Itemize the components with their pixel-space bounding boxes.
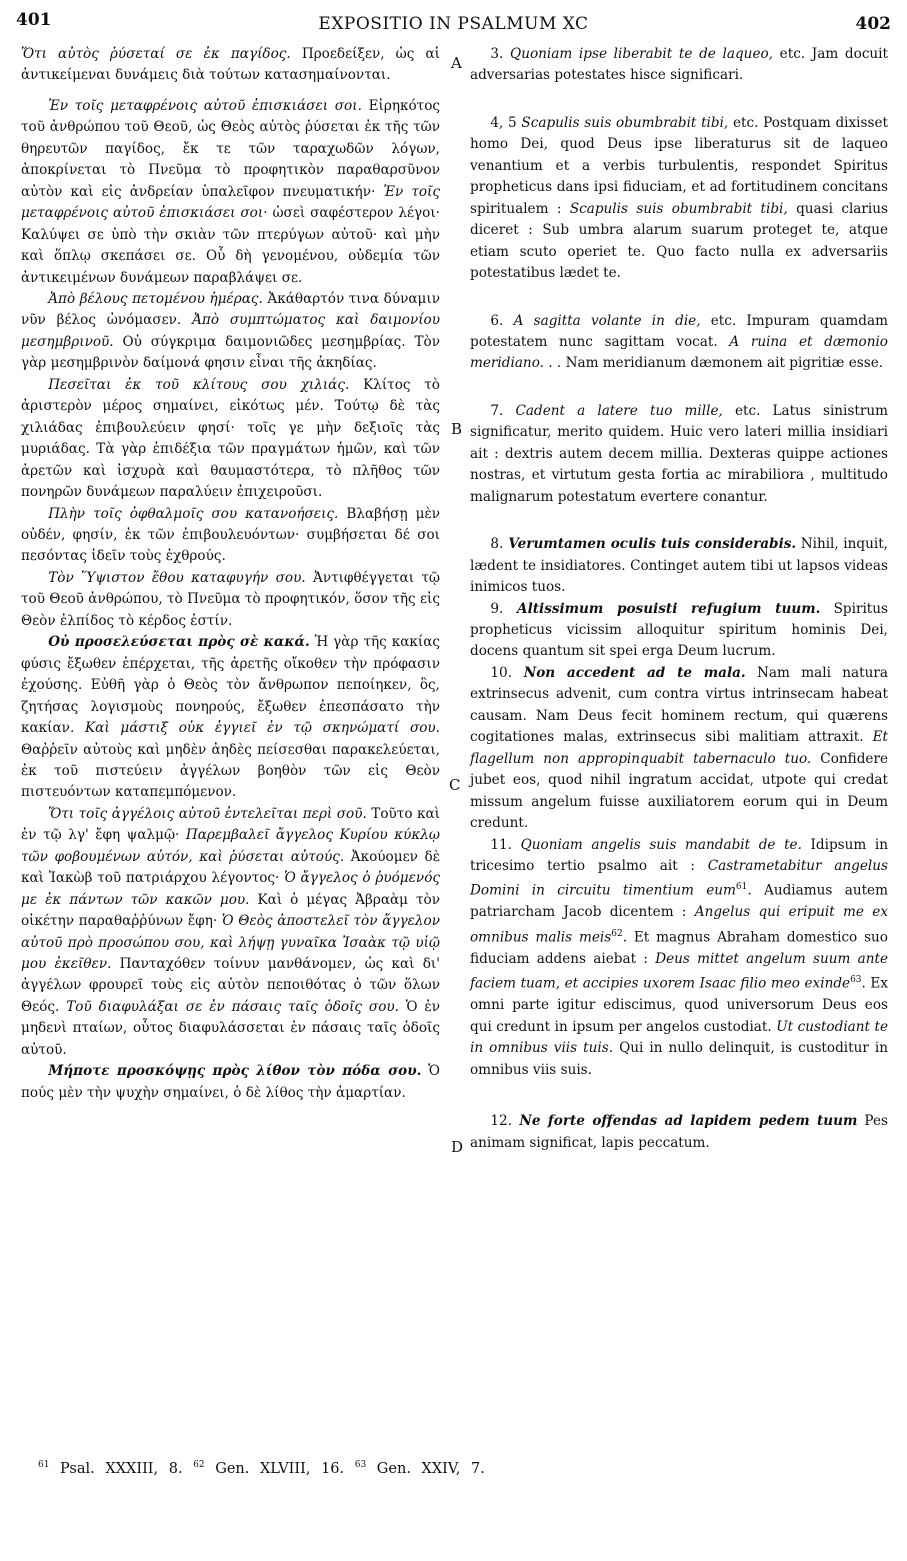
- footnote-ref: 61: [735, 882, 748, 893]
- greek-paragraph: Πλὴν τοῖς ὀφθαλμοῖς σου κατανοήσεις. Βλαβήσῃ μὲν οὐδέν, φησίν, ἐκ τῶν ἐπιβουλευόντων· συμβήσεται δέ σοι πεσόντας ἰδεῖν τοὺς ἐχθρούς.: [21, 505, 441, 565]
- greek-paragraph: Τὸν Ὕψιστον ἔθου καταφυγήν σου. Ἀντιφθέγγεται τῷ τοῦ Θεοῦ ἀνθρώπου, τὸ Πνεῦμα τὸ προφητικόν, ὅσον τῆς εἰς Θεὸν ἐλπίδος τὸ κέρδος ἐστίν.: [21, 569, 440, 629]
- latin-paragraph: 11. Quoniam angelis suis mandabit de te. Idipsum in tricesimo tertio psalmo ait : Castrametabitur angelus Domini in circuitu timentium eum$^{61}$. Audiamus autem patriarcham Jacob dicentem : Angelus qui eripuit me ex omnibus malis meis$^{62}$. Et magnus Abraham domestico suo fiduciam addens aiebat : Deus mittet angelum suum ante faciem tuam, et accipies uxorem Isaac filio meo exinde$^{63}$. Ex omni parte igitur ediscimus, quod universorum Deus eos qui credunt in ipsum per angelos custodiat. Ut custodiant te in omnibus viis tuis. Qui in nullo delinquit, is custoditur in omnibus viis suis.: [470, 836, 888, 1078]
- page-header: [16, 10, 891, 40]
- greek-paragraph: Πεσεῖται ἐκ τοῦ κλίτους σου χιλιάς. Κλίτος τὸ ἀριστερὸν μέρος σημαίνει, εἰκότως μέν. Τούτῳ δὲ τὰς χιλιάδας ἐπιβουλεύειν φησί· τοῖς γε μὴν δεξιοῖς τὰς μυριάδας. Τὰ γὰρ ἐπιδέξια τῶν πραγμάτων ἡμῶν, καὶ τῶν ἀρετῶν καὶ ἰσχυρὰ καὶ θαυμαστότερα, τὸ πλῆθος τῶν πονηρῶν δυνάμεων παραλύειν ἐπιχειροῦσι.: [21, 376, 440, 501]
- footnote-63: Gen. XXIV, 7.: [366, 1460, 485, 1477]
- greek-paragraph: Ἐν τοῖς μεταφρένοις αὐτοῦ ἐπισκιάσει σοι. Εἰρηκότος τοῦ ἀνθρώπου τοῦ Θεοῦ, ὡς Θεὸς αὐτὸς ῥύσεται ἐκ τῆς τῶν θηρευτῶν παγίδος, ἔκ τε τῶν ταραχωδῶν λόγων, ἀποκρίνεται τὸ Πνεῦμα τὸ προφητικὸν παραθαρσῦνον αὐτὸν καὶ εἰς ἀνδρείαν ὑπαλεῖφον πνευματικήν· Ἐν τοῖς μεταφρένοις αὐτοῦ ἐπισκιάσει σοι· ὡσεὶ σαφέστερον λέγοι· Καλύψει σε ὑπὸ τὴν σκιὰν τῶν πτερύγων αὐτοῦ· καὶ μὴν καὶ ὅπλῳ σκεπάσει σε. Οὗ δὴ γενομένου, οὐδεμία τῶν ἀντικειμένων δυνάμεων παραβλάψει σε.: [21, 97, 440, 286]
- page-number-left: 401: [16, 10, 52, 30]
- footnote-62: Gen. XLVIII, 16.: [204, 1460, 345, 1477]
- greek-column: [21, 44, 440, 1104]
- latin-paragraph: 7. Cadent a latere tuo mille, etc. Latus sinistrum significatur, merito quidem. Huic vero lateri millia insidiari ait : dextris autem decem millia. Dexteras quippe actiones nostras, et virtutum gesta fortia ac mirabiliora , multitudo malignarum potestatum evertere conantur.: [470, 402, 888, 505]
- margin-marker-c: C: [449, 776, 461, 794]
- greek-paragraph: Μήποτε προσκόψῃς πρὸς λίθον τὸν πόδα σου. Ὁ πούς μὲν τὴν ψυχὴν σημαίνει, ὁ δὲ λίθος τὴν ἁμαρτίαν.: [21, 1063, 440, 1101]
- greek-paragraph: Οὐ προσελεύσεται πρὸς σὲ κακά. Ἡ γὰρ τῆς κακίας φύσις ἔξωθεν ἐπέρχεται, τῆς ἀρετῆς οἴκοθεν τὴν πρόφασιν ἐχούσης. Εὐθῆ γὰρ ὁ Θεὸς τὸν ἄνθρωπον πεποίηκεν, ὃς, ζητήσας λογισμοὺς πονηρούς, ἔξωθεν ἐπεσπάσατο τὴν κακίαν. Καὶ μάστιξ οὐκ ἐγγιεῖ ἐν τῷ σκηνώματί σου. Θαῤῥεῖν αὐτοὺς καὶ μηδὲν ἀηδὲς πείσεσθαι παρακελεύεται, ἐκ τοῦ πιστεύειν ἀγγέλων βοηθὸν τῶν εἰς Θεὸν πιστευόντων καταπεμπόμενον.: [21, 634, 441, 801]
- footnote-61: Psal. XXXIII, 8.: [49, 1460, 183, 1477]
- latin-paragraph: 8. Verumtamen oculis tuis considerabis. Nihil, inquit, lædent te insidiatores. Continget autem tibi ut lapsos videas inimicos tuos.: [470, 536, 888, 596]
- greek-paragraph: Ὅτι τοῖς ἀγγέλοις αὐτοῦ ἐντελεῖται περὶ σοῦ. Τοῦτο καὶ ἐν τῷ λγ' ἔφη ψαλμῷ· Παρεμβαλεῖ ἄγγελος Κυρίου κύκλῳ τῶν φοβουμένων αὐτόν, καὶ ῥύσεται αὐτούς. Ἀκούομεν δὲ καὶ Ἰακὼβ τοῦ πατριάρχου λέγοντος· Ὁ ἄγγελος ὁ ῥυόμενός με ἐκ πάντων τῶν κακῶν μου. Καὶ ὁ μέγας Ἀβραὰμ τὸν οἰκέτην παραθαῤῥύνων ἔφη· Ὁ Θεὸς ἀποστελεῖ τὸν ἄγγελον αὐτοῦ πρὸ προσώπου σου, καὶ λήψῃ γυναῖκα Ἰσαὰκ τῷ υἱῷ μου ἐκεῖθεν. Πανταχόθεν τοίνυν μανθάνομεν, ὡς καὶ δι' ἀγγέλων φρουρεῖ τοὺς εἰς αὐτὸν πεποιθότας ὁ τῶν ὅλων Θεός. Τοῦ διαφυλάξαι σε ἐν πάσαις ταῖς ὁδοῖς σου. Ὁ ἐν μηδενὶ πταίων, οὗτος διαφυλάσσεται ἐν πάσαις ταῖς ὁδοῖς αὐτοῦ.: [21, 805, 441, 1058]
- latin-paragraph: 3. Quoniam ipse liberabit te de laqueo, etc. Jam docuit adversarias potestates hisce significari.: [470, 46, 888, 84]
- running-title: EXPOSITIO IN PSALMUM XC: [318, 14, 589, 34]
- latin-paragraph: 12. Ne forte offendas ad lapidem pedem tuum Pes animam significat, lapis peccatum.: [470, 1113, 888, 1151]
- margin-marker-d: D: [451, 1138, 464, 1156]
- footnote-ref: 62: [611, 928, 623, 939]
- margin-marker-b: B: [451, 420, 463, 438]
- latin-paragraph: 9. Altissimum posuisti refugium tuum. Spiritus propheticus vicissim alloquitur spiritum hominis Dei, docens quantum sit spei erga Deum lucrum.: [470, 600, 888, 660]
- greek-paragraph: Ἀπὸ βέλους πετομένου ἡμέρας. Ἀκάθαρτόν τινα δύναμιν νῦν βέλος ὠνόμασεν. Ἀπὸ συμπτώματος καὶ δαιμονίου μεσημβρινοῦ. Οὐ σύγκριμα δαιμονιῶδες μεσημβρίας. Τὸν γὰρ μεσημβρινὸν δαίμονά φησιν εἶναι τῆς ἀκηδίας.: [21, 290, 440, 372]
- footnote-ref: 63: [850, 975, 862, 986]
- latin-paragraph: 10. Non accedent ad te mala. Nam mali natura extrinsecus advenit, cum contra virtus intrinsecam habeat causam. Nam Deus fecit hominem rectum, qui quærens cogitationes malas, extrinsecus sibi malitiam attraxit. Et flagellum non appropinquabit tabernaculo tuo. Confidere jubet eos, quod nihil ingratum accidat, utpote qui credat missum angelum fuisse auxiliatorem eorum qui in Deum credunt.: [470, 664, 888, 832]
- greek-paragraph: Ὅτι αὐτὸς ῥύσεταί σε ἐκ παγίδος. Προεδείξεν, ὡς αἱ ἀντικείμεναι δυνάμεις διὰ τούτων κατασημαίνονται.: [21, 46, 440, 84]
- latin-paragraph: 4, 5 Scapulis suis obumbrabit tibi, etc. Postquam dixisset homo Dei, quod Deus ipse liberaturus sit de laqueo venantium et a verbis turbulentis, respondet Spiritus propheticus dans ipsi fiduciam, et ad fortitudinem concitans spiritualem : Scapulis suis obumbrabit tibi, quasi clarius diceret : Sub umbra alarum suarum proteget te, atque etiam scuto operiet te. Quo facto nulla ex adversariis potestatibus lædet te.: [470, 114, 888, 282]
- margin-marker-a: A: [451, 54, 462, 72]
- footnotes: $^{61}$ Psal. XXXIII, 8. $^{62}$ Gen. XLVIII, 16. $^{63}$ Gen. XXIV, 7.: [38, 1460, 485, 1477]
- latin-paragraph: 6. A sagitta volante in die, etc. Impuram quamdam potestatem nunc sagittam vocat. A ruina et dæmonio meridiano. . . Nam meridianum dæmonem ait pigritiæ esse.: [470, 312, 888, 372]
- latin-column: [470, 44, 888, 1154]
- page-number-right: 402: [855, 14, 891, 34]
